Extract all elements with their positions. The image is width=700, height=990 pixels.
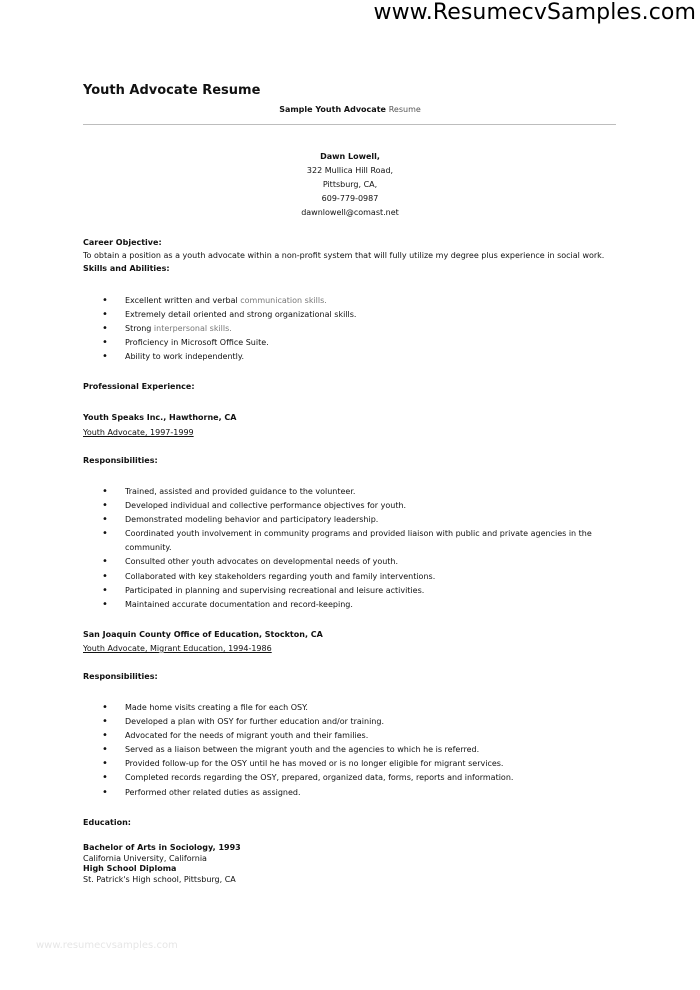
job1-employer: Youth Speaks Inc., Hawthorne, CA xyxy=(83,413,237,422)
subtitle-light: Resume xyxy=(388,105,421,114)
education-heading: Education: xyxy=(83,818,131,827)
list-item: • Developed individual and collective performance objectives for youth. xyxy=(100,499,600,513)
list-item: • Extremely detail oriented and strong organizational skills. xyxy=(100,308,600,322)
school-1: California University, California xyxy=(83,853,207,863)
education-block xyxy=(83,843,241,885)
job2-role: Youth Advocate, Migrant Education, 1994-1986 xyxy=(83,644,272,653)
experience-heading: Professional Experience: xyxy=(83,382,195,391)
list-item: • Advocated for the needs of migrant youth and their families. xyxy=(100,729,600,743)
job1-role: Youth Advocate, 1997-1999 xyxy=(83,428,194,437)
list-item: • Excellent written and verbal communication skills. xyxy=(100,294,600,308)
career-objective-text: To obtain a position as a youth advocate within a non-profit system that will fully utilize my degree plus experience in social work. xyxy=(83,251,605,260)
list-item: • Ability to work independently. xyxy=(100,350,600,364)
list-item: • Maintained accurate documentation and record-keeping. xyxy=(100,598,600,612)
list-item: • Demonstrated modeling behavior and participatory leadership. xyxy=(100,513,600,527)
skills-heading: Skills and Abilities: xyxy=(83,264,170,273)
list-item: • Trained, assisted and provided guidance to the volunteer. xyxy=(100,485,600,499)
contact-name: Dawn Lowell, xyxy=(320,152,380,161)
list-item: • Developed a plan with OSY for further education and/or training. xyxy=(100,715,600,729)
list-item: • Collaborated with key stakeholders regarding youth and family interventions. xyxy=(100,570,600,584)
list-item: • Made home visits creating a file for each OSY. xyxy=(100,701,600,715)
list-item: • Proficiency in Microsoft Office Suite. xyxy=(100,336,600,350)
contact-email: dawnlowell@comast.net xyxy=(301,208,399,217)
contact-address: 322 Mullica Hill Road, xyxy=(306,166,394,175)
list-item: • Strong interpersonal skills. xyxy=(100,322,600,336)
divider-line xyxy=(83,124,616,125)
document-title: Youth Advocate Resume xyxy=(83,83,261,98)
list-item: • Coordinated youth involvement in community programs and provided liaison with public and private agencies in the community. xyxy=(100,527,600,555)
list-item: • Participated in planning and supervising recreational and leisure activities. xyxy=(100,584,600,598)
skills-list xyxy=(100,294,600,364)
degree-1: Bachelor of Arts in Sociology, 1993 xyxy=(83,843,241,852)
job1-responsibilities-list xyxy=(100,485,600,612)
school-2: St. Patrick's High school, Pittsburg, CA xyxy=(83,874,236,884)
subtitle-bold: Sample Youth Advocate xyxy=(279,105,386,114)
document-subtitle xyxy=(0,105,700,114)
job2-responsibilities-list xyxy=(100,701,600,800)
degree-2: High School Diploma xyxy=(83,864,177,873)
contact-block xyxy=(0,150,700,220)
career-objective-section xyxy=(83,236,623,275)
list-item: • Provided follow-up for the OSY until he has moved or is no longer eligible for migrant services. xyxy=(100,757,600,771)
list-item: • Consulted other youth advocates on developmental needs of youth. xyxy=(100,555,600,569)
contact-phone: 609-779-0987 xyxy=(321,194,379,203)
list-item: • Completed records regarding the OSY, prepared, organized data, forms, reports and information. xyxy=(100,771,600,785)
footer-faint-watermark: www.resumecvsamples.com xyxy=(36,940,178,951)
list-item: • Served as a liaison between the migrant youth and the agencies to which he is referred. xyxy=(100,743,600,757)
site-watermark: www.ResumecvSamples.com xyxy=(373,0,696,25)
job2-employer: San Joaquin County Office of Education, Stockton, CA xyxy=(83,630,323,639)
list-item: • Performed other related duties as assigned. xyxy=(100,786,600,800)
job2-responsibilities-heading: Responsibilities: xyxy=(83,672,158,681)
career-objective-heading: Career Objective: xyxy=(83,238,162,247)
contact-city: Pittsburg, CA, xyxy=(322,180,378,189)
job1-responsibilities-heading: Responsibilities: xyxy=(83,456,158,465)
